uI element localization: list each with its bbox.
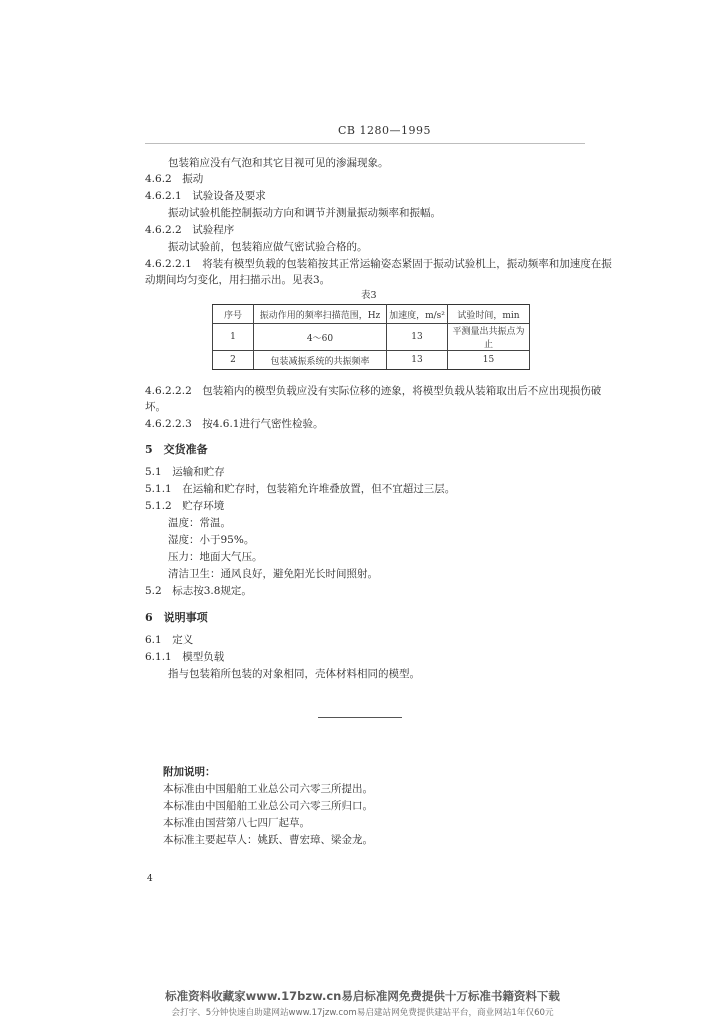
text-line: 4.6.2.2.2 包装箱内的模型负载应没有实际位移的迹象，将模型负载从装箱取出后不应出现损伤破 xyxy=(145,385,602,397)
table-cell: 1 xyxy=(213,324,254,351)
text-line: 振动试验前，包装箱应做气密试验合格的。 xyxy=(168,241,368,253)
text-line: 5.2 标志按3.8规定。 xyxy=(145,585,252,597)
text-line: 5.1.1 在运输和贮存时，包装箱允许堆叠放置，但不宜超过三层。 xyxy=(145,483,456,495)
table-row xyxy=(213,351,530,370)
table-caption: 表3 xyxy=(361,290,377,301)
text-line: 本标准由国营第八七四厂起草。 xyxy=(163,817,310,829)
text-line: 本标准由中国船舶工业总公司六零三所提出。 xyxy=(163,783,373,795)
table-row xyxy=(213,324,530,351)
clause-heading: 4.6.2 振动 xyxy=(145,173,204,185)
text-line: 4.6.2.2.3 按4.6.1进行气密性检验。 xyxy=(145,418,324,430)
text-line: 包装箱应没有气泡和其它目视可见的渗漏现象。 xyxy=(168,157,389,169)
watermark-footer-line: 会打字、5分钟快速自助建网站www.17jzw.com易启建站网免费提供建站平台，商业网站1年仅60元 xyxy=(171,1008,554,1018)
section-heading: 6 说明事项 xyxy=(145,611,208,624)
clause-heading: 6.1.1 模型负载 xyxy=(145,651,225,663)
page-number: 4 xyxy=(147,874,153,884)
text-line: 温度：常温。 xyxy=(168,517,231,529)
text-line: 湿度：小于95%。 xyxy=(168,534,255,546)
table-header-cell: 加速度，m/s² xyxy=(387,305,448,324)
table-cell: 平测量出共振点为止 xyxy=(448,324,530,351)
clause-heading: 5.1 运输和贮存 xyxy=(145,466,225,478)
clause-heading: 4.6.2.1 试验设备及要求 xyxy=(145,190,266,202)
text-line: 4.6.2.2.1 将装有模型负载的包装箱按其正常运输姿态紧固于振动试验机上，振动频率和加速度在振 xyxy=(145,258,612,270)
text-line: 动期间均匀变化，用扫描示出。见表3。 xyxy=(145,274,331,286)
text-line: 坏。 xyxy=(145,401,166,413)
header-rule xyxy=(145,143,585,144)
end-rule xyxy=(318,717,402,718)
table-header-cell: 序号 xyxy=(213,305,254,324)
vibration-test-table xyxy=(212,304,530,370)
text-line: 本标准由中国船舶工业总公司六零三所归口。 xyxy=(163,800,373,812)
table-header-cell: 试验时间，min xyxy=(448,305,530,324)
table-header-row xyxy=(213,305,530,324)
text-line: 指与包装箱所包装的对象相同，壳体材料相同的模型。 xyxy=(168,668,420,680)
table-cell: 13 xyxy=(387,351,448,370)
text-line: 本标准主要起草人：姚跃、曹宏璋、梁金龙。 xyxy=(163,834,373,846)
text-line: 压力：地面大气压。 xyxy=(168,551,263,563)
text-line: 振动试验机能控制振动方向和调节并测量振动频率和振幅。 xyxy=(168,207,441,219)
clause-heading: 4.6.2.2 试验程序 xyxy=(145,224,235,236)
table-cell: 15 xyxy=(448,351,530,370)
table-cell: 13 xyxy=(387,324,448,351)
standard-number-header: CB 1280—1995 xyxy=(338,124,431,137)
table-cell: 4～60 xyxy=(254,324,387,351)
table-cell: 2 xyxy=(213,351,254,370)
table-header-cell: 振动作用的频率扫描范围，Hz xyxy=(254,305,387,324)
clause-heading: 5.1.2 贮存环境 xyxy=(145,500,225,512)
watermark-footer-line: 标准资料收藏家www.17bzw.cn易启标准网免费提供十万标准书籍资料下载 xyxy=(165,989,560,1003)
additional-notes-heading: 附加说明： xyxy=(163,766,216,778)
table-cell: 包装减振系统的共振频率 xyxy=(254,351,387,370)
text-line: 清洁卫生：通风良好，避免阳光长时间照射。 xyxy=(168,568,378,580)
clause-heading: 6.1 定义 xyxy=(145,634,194,646)
section-heading: 5 交货准备 xyxy=(145,443,208,456)
